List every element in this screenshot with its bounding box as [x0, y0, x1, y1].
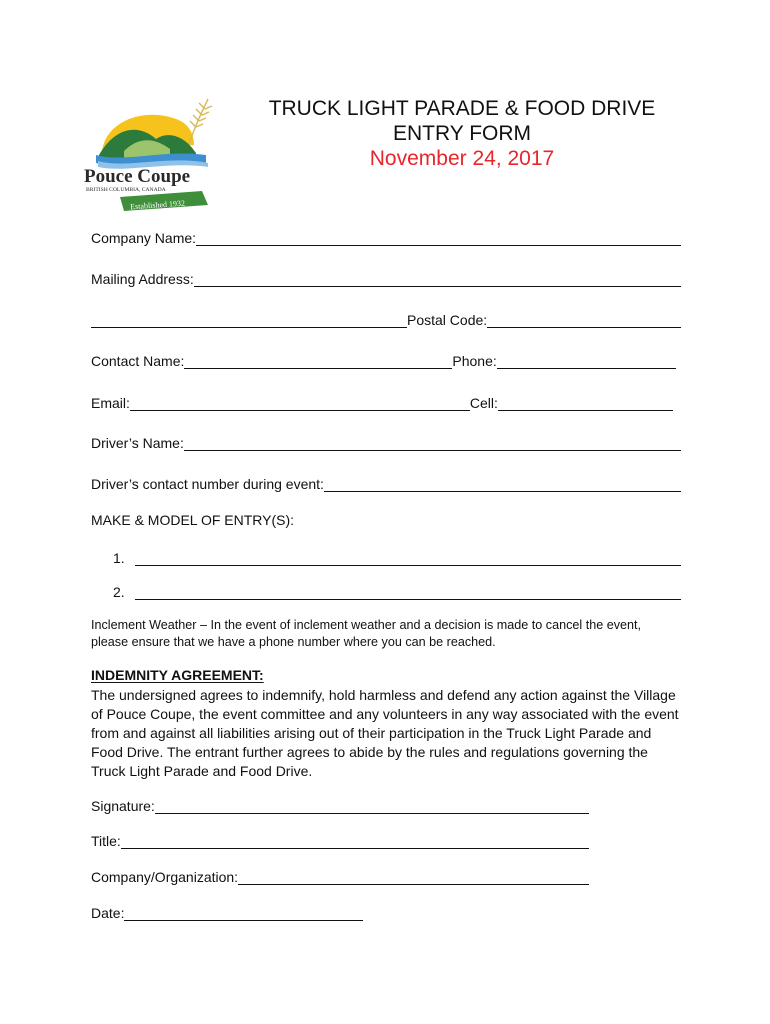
postal-code-label: Postal Code: — [407, 312, 488, 328]
form-header — [232, 96, 692, 172]
phone-field[interactable] — [497, 354, 676, 369]
cell-label: Cell: — [469, 395, 498, 411]
drivers-name-field[interactable] — [184, 436, 681, 451]
postal-code-field[interactable] — [487, 313, 681, 328]
indemnity-heading: INDEMNITY AGREEMENT: — [91, 667, 264, 683]
indemnity-text: The undersigned agrees to indemnify, hold harmless and defend any action against the Village of Pouce Coupe, the event committee and any volunteers in any way associated with the event from and against all liabilities arising out of their participation in the Truck Light Parade and Food Drive. The entrant further agrees to abide by the rules and regulations governing the Truck Light Parade and Food Drive. — [91, 687, 679, 779]
email-cell-row — [91, 391, 673, 411]
event-title: TRUCK LIGHT PARADE & FOOD DRIVE — [268, 97, 656, 120]
make-model-field-1[interactable] — [135, 551, 681, 566]
drivers-contact-label: Driver’s contact number during event: — [91, 476, 324, 492]
mailing-address-field[interactable] — [194, 272, 681, 287]
date-row — [91, 901, 363, 921]
cell-field[interactable] — [498, 396, 673, 411]
drivers-contact-field[interactable] — [324, 477, 681, 492]
logo-graphic — [84, 93, 218, 213]
email-field[interactable] — [130, 396, 470, 411]
contact-name-field[interactable] — [184, 354, 452, 369]
make-model-field-2[interactable] — [135, 585, 681, 600]
make-model-heading: MAKE & MODEL OF ENTRY(S): — [91, 512, 295, 528]
signature-label: Signature: — [91, 798, 155, 814]
drivers-contact-row — [91, 472, 681, 492]
mailing-address-row — [91, 267, 681, 287]
title-label: Title: — [91, 833, 121, 849]
contact-phone-row — [91, 349, 676, 369]
date-field[interactable] — [124, 906, 363, 921]
mailing-address-label: Mailing Address: — [91, 271, 194, 287]
item-number: 2. — [113, 584, 125, 600]
item-number: 1. — [113, 550, 125, 566]
address-postal-row — [91, 308, 681, 328]
company-name-field[interactable] — [196, 231, 681, 246]
make-model-item-2 — [113, 580, 681, 600]
title-field[interactable] — [121, 834, 589, 849]
company-org-label: Company/Organization: — [91, 869, 239, 885]
signature-field[interactable] — [155, 799, 589, 814]
mailing-address-line-2-field[interactable] — [91, 313, 407, 328]
contact-name-label: Contact Name: — [91, 353, 185, 369]
event-date: November 24, 2017 — [369, 147, 555, 170]
company-org-row — [91, 865, 589, 885]
drivers-name-row — [91, 431, 681, 451]
phone-label: Phone: — [452, 353, 497, 369]
logo-region: BRITISH COLUMBIA, CANADA — [86, 187, 166, 193]
form-title: ENTRY FORM — [392, 122, 532, 145]
make-model-item-1 — [113, 546, 681, 566]
company-org-field[interactable] — [238, 870, 589, 885]
company-name-row — [91, 226, 681, 246]
logo-banner-text: Established 1932 — [129, 198, 186, 212]
inclement-weather-note: Inclement Weather – In the event of inclement weather and a decision is made to cancel the event, please ensure that we have a phone number where you can be reached. — [91, 618, 642, 649]
logo-name: Pouce Coupe — [84, 166, 191, 187]
email-label: Email: — [91, 395, 130, 411]
drivers-name-label: Driver’s Name: — [91, 435, 184, 451]
date-label: Date: — [91, 905, 125, 921]
signature-row — [91, 794, 589, 814]
pouce-coupe-logo — [84, 93, 218, 213]
company-name-label: Company Name: — [91, 230, 197, 246]
title-row — [91, 829, 589, 849]
